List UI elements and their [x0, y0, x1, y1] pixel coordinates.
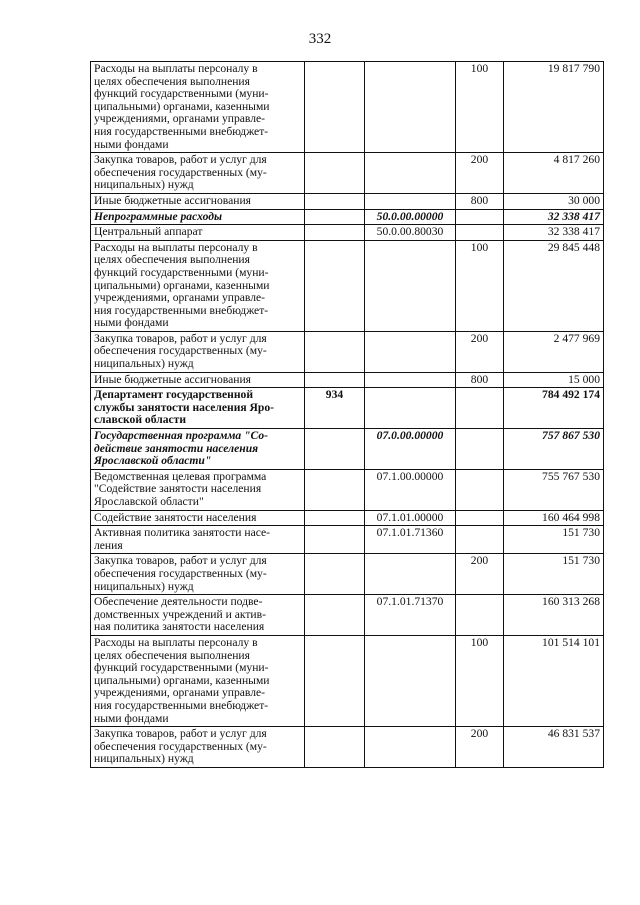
target-article-cell: 07.1.00.00000: [365, 469, 456, 510]
amount-cell: 4 817 260: [504, 153, 604, 194]
row-name-line: учреждениями, органами управле-: [94, 686, 266, 700]
target-article-cell: [365, 193, 456, 209]
expense-type-cell: 200: [456, 153, 504, 194]
table-row: [91, 388, 604, 429]
dept-code-cell: [305, 526, 365, 554]
expense-type-cell: [456, 388, 504, 429]
target-article-cell: [365, 331, 456, 372]
expense-type-cell: [456, 209, 504, 225]
target-article-cell: [365, 727, 456, 768]
target-article-cell: [365, 240, 456, 331]
target-article-cell: 50.0.00.80030: [365, 225, 456, 241]
row-name-line: Иные бюджетные ассигнования: [94, 193, 251, 207]
target-article-cell: [365, 153, 456, 194]
row-name-cell: [91, 331, 305, 372]
row-name-line: ления: [94, 538, 123, 552]
expense-type-cell: [456, 469, 504, 510]
row-name-line: Государственная программа "Со-: [94, 429, 269, 443]
row-name-line: Ярославской области": [94, 454, 212, 468]
expense-type-cell: 200: [456, 727, 504, 768]
row-name-line: ными фондами: [94, 137, 169, 151]
target-article-cell: [365, 554, 456, 595]
expense-type-cell: [456, 595, 504, 636]
expense-type-cell: [456, 225, 504, 241]
row-name-line: домственных учреждений и актив-: [94, 607, 266, 621]
row-name-line: Департамент государственной: [94, 388, 254, 402]
target-article-cell: [365, 388, 456, 429]
amount-cell: 784 492 174: [504, 388, 604, 429]
row-name-cell: [91, 372, 305, 388]
table-row: [91, 595, 604, 636]
row-name-line: службы занятости населения Яро-: [94, 400, 275, 414]
table-row: [91, 193, 604, 209]
table-row: [91, 429, 604, 470]
amount-cell: 755 767 530: [504, 469, 604, 510]
dept-code-cell: [305, 331, 365, 372]
row-name-cell: [91, 153, 305, 194]
table-row: [91, 240, 604, 331]
row-name-line: Закупка товаров, работ и услуг для: [94, 331, 267, 345]
row-name-line: ниципальных) нужд: [94, 357, 194, 371]
page-number: 332: [308, 31, 332, 47]
dept-code-cell: [305, 62, 365, 153]
dept-code-cell: [305, 209, 365, 225]
row-name-line: ными фондами: [94, 711, 169, 725]
expense-type-cell: 800: [456, 193, 504, 209]
dept-code-cell: [305, 225, 365, 241]
row-name-cell: [91, 209, 305, 225]
budget-table: [90, 61, 604, 768]
amount-cell: 29 845 448: [504, 240, 604, 331]
amount-cell: 15 000: [504, 372, 604, 388]
target-article-cell: 07.1.01.00000: [365, 510, 456, 526]
row-name-line: Центральный аппарат: [94, 225, 203, 239]
row-name-line: ными фондами: [94, 316, 169, 330]
row-name-line: ниципальных) нужд: [94, 579, 194, 593]
amount-cell: 30 000: [504, 193, 604, 209]
table-row: [91, 727, 604, 768]
table-row: [91, 635, 604, 726]
dept-code-cell: 934: [305, 388, 365, 429]
row-name-line: Непрограммные расходы: [94, 209, 223, 223]
row-name-line: функций государственными (муни-: [94, 265, 269, 279]
row-name-line: целях обеспечения выполнения: [94, 74, 250, 88]
row-name-line: ния государственными внебюджет-: [94, 124, 269, 138]
row-name-line: Расходы на выплаты персоналу в: [94, 635, 258, 649]
expense-type-cell: 200: [456, 554, 504, 595]
row-name-line: Закупка товаров, работ и услуг для: [94, 554, 267, 568]
amount-cell: 19 817 790: [504, 62, 604, 153]
dept-code-cell: [305, 554, 365, 595]
table-row: [91, 526, 604, 554]
target-article-cell: [365, 372, 456, 388]
row-name-line: Ведомственная целевая программа: [94, 469, 267, 483]
table-row: [91, 62, 604, 153]
amount-cell: 151 730: [504, 554, 604, 595]
row-name-cell: [91, 727, 305, 768]
budget-table-body: [91, 62, 604, 768]
row-name-line: ципальными) органами, казенными: [94, 673, 270, 687]
dept-code-cell: [305, 595, 365, 636]
amount-cell: 46 831 537: [504, 727, 604, 768]
table-row: [91, 469, 604, 510]
amount-cell: 2 477 969: [504, 331, 604, 372]
amount-cell: 160 464 998: [504, 510, 604, 526]
target-article-cell: 50.0.00.00000: [365, 209, 456, 225]
row-name-line: целях обеспечения выполнения: [94, 648, 250, 662]
row-name-line: учреждениями, органами управле-: [94, 291, 266, 305]
row-name-line: ципальными) органами, казенными: [94, 278, 270, 292]
dept-code-cell: [305, 429, 365, 470]
row-name-line: обеспечения государственных (му-: [94, 344, 267, 358]
row-name-line: ная политика занятости населения: [94, 620, 265, 634]
row-name-line: Закупка товаров, работ и услуг для: [94, 727, 267, 741]
target-article-cell: 07.1.01.71360: [365, 526, 456, 554]
expense-type-cell: 100: [456, 240, 504, 331]
row-name-line: Активная политика занятости насе-: [94, 526, 271, 540]
amount-cell: 32 338 417: [504, 225, 604, 241]
expense-type-cell: [456, 510, 504, 526]
table-row: [91, 153, 604, 194]
amount-cell: 101 514 101: [504, 635, 604, 726]
row-name-cell: [91, 193, 305, 209]
amount-cell: 160 313 268: [504, 595, 604, 636]
row-name-cell: [91, 388, 305, 429]
dept-code-cell: [305, 727, 365, 768]
table-row: [91, 225, 604, 241]
dept-code-cell: [305, 510, 365, 526]
row-name-cell: [91, 469, 305, 510]
row-name-line: Расходы на выплаты персоналу в: [94, 62, 258, 75]
row-name-line: ниципальных) нужд: [94, 752, 194, 766]
row-name-cell: [91, 595, 305, 636]
table-row: [91, 554, 604, 595]
target-article-cell: [365, 62, 456, 153]
expense-type-cell: 100: [456, 635, 504, 726]
row-name-line: Закупка товаров, работ и услуг для: [94, 153, 267, 167]
expense-type-cell: [456, 526, 504, 554]
row-name-line: целях обеспечения выполнения: [94, 253, 250, 267]
row-name-line: Иные бюджетные ассигнования: [94, 372, 251, 386]
target-article-cell: 07.0.00.00000: [365, 429, 456, 470]
row-name-cell: [91, 635, 305, 726]
amount-cell: 151 730: [504, 526, 604, 554]
row-name-cell: [91, 526, 305, 554]
row-name-line: действие занятости населения: [94, 441, 259, 455]
row-name-line: функций государственными (муни-: [94, 661, 269, 675]
row-name-cell: [91, 240, 305, 331]
table-row: [91, 331, 604, 372]
row-name-line: обеспечения государственных (му-: [94, 739, 267, 753]
expense-type-cell: 800: [456, 372, 504, 388]
dept-code-cell: [305, 635, 365, 726]
dept-code-cell: [305, 193, 365, 209]
row-name-line: ния государственными внебюджет-: [94, 303, 269, 317]
dept-code-cell: [305, 153, 365, 194]
expense-type-cell: 100: [456, 62, 504, 153]
row-name-line: Расходы на выплаты персоналу в: [94, 240, 258, 254]
row-name-cell: [91, 225, 305, 241]
row-name-line: обеспечения государственных (му-: [94, 165, 267, 179]
target-article-cell: 07.1.01.71370: [365, 595, 456, 636]
table-row: [91, 209, 604, 225]
amount-cell: 757 867 530: [504, 429, 604, 470]
dept-code-cell: [305, 240, 365, 331]
dept-code-cell: [305, 372, 365, 388]
amount-cell: 32 338 417: [504, 209, 604, 225]
dept-code-cell: [305, 469, 365, 510]
row-name-cell: [91, 62, 305, 153]
row-name-cell: [91, 554, 305, 595]
row-name-line: Ярославской области": [94, 495, 204, 508]
row-name-line: ципальными) органами, казенными: [94, 99, 270, 113]
row-name-line: ниципальных) нужд: [94, 178, 194, 192]
row-name-line: ния государственными внебюджет-: [94, 698, 269, 712]
row-name-cell: [91, 510, 305, 526]
target-article-cell: [365, 635, 456, 726]
row-name-line: Содействие занятости населения: [94, 510, 257, 524]
expense-type-cell: [456, 429, 504, 470]
row-name-line: Обеспечение деятельности подве-: [94, 595, 263, 609]
table-row: [91, 372, 604, 388]
row-name-line: обеспечения государственных (му-: [94, 566, 267, 580]
row-name-line: "Содействие занятости населения: [94, 482, 262, 496]
row-name-line: учреждениями, органами управле-: [94, 112, 266, 126]
table-row: [91, 510, 604, 526]
row-name-line: славской области: [94, 413, 187, 427]
row-name-line: функций государственными (муни-: [94, 87, 269, 101]
row-name-cell: [91, 429, 305, 470]
expense-type-cell: 200: [456, 331, 504, 372]
